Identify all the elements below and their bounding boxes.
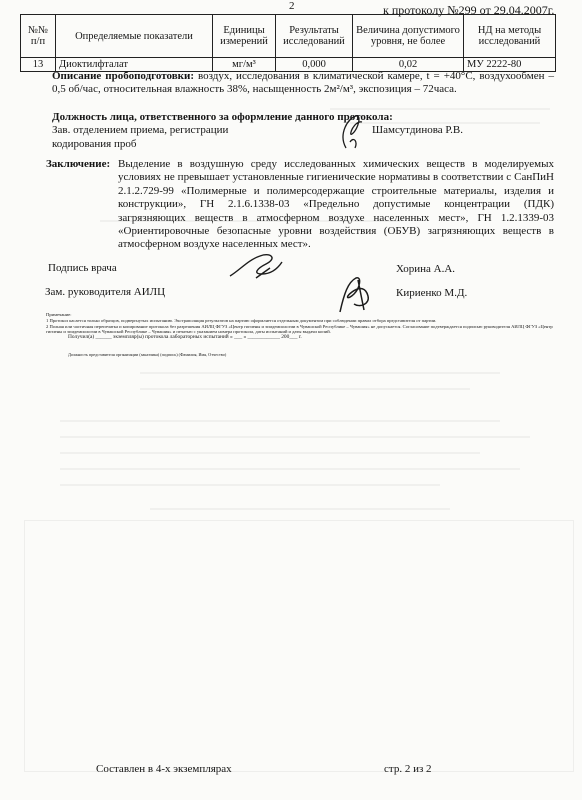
responsible-name: Шамсутдинова Р.В. (372, 124, 463, 136)
header-result: Результаты исследований (276, 15, 353, 58)
head-name: Кириенко М.Д. (396, 287, 468, 299)
row-method: МУ 2222-80 (464, 58, 556, 72)
top-page-number: 2 (289, 0, 295, 12)
note-2: 2 Полная или частичная перепечатка и копирование протокола без разрешения АИЛЦ ФГУЗ «Центр гигиены и эпидемиологии в Чувашской Республике – Чувашия» не допускается. Согласование подтверждается подписью руководителя АИЛЦ ФГУЗ «Центр гигиены и эпидемиологии в Чувашской Республике – Чувашия» и печатью с указанием номера протокола, даты испытаний и даты выдачи копий. (46, 324, 553, 335)
notes-title: Примечание: (46, 312, 72, 317)
header-indicator: Определяемые показатели (56, 15, 213, 58)
header-number: №№ п/п (21, 15, 56, 58)
conclusion-text: Выделение в воздушную среду исследованных химических веществ в моделируемых условиях не превышает установленные гигиенические нормативы в соответствии с СанПиН 2.1.2.729-99 «Полимерные и полимерсодержащие строительные материалы, изделия и конструкции», ГН 2.1.6.1338-03 «Предельно допустимые концентрации (ПДК) загрязняющих веществ в атмосферном воздухе населенных мест», ГН 1.2.1339-03 «Ориентировочные безопасные уровни воздействия (ОБУВ) загрязняющих веществ в атмосферном воздухе населенных мест». (118, 158, 554, 251)
copies-statement: Составлен в 4-х экземплярах (96, 763, 232, 775)
sample-prep-section (52, 70, 554, 97)
doctor-signature-label: Подпись врача (48, 262, 117, 274)
received-line: Получил(а) ______ экземпляр(ы) протокола лабораторных испытаний « ___ » ____________ 200___ г. (68, 334, 302, 340)
row-unit: мг/м³ (213, 58, 276, 72)
doctor-signature (226, 248, 286, 282)
table-header-row (21, 15, 556, 58)
responsible-signature (328, 112, 378, 152)
head-signature (330, 274, 378, 316)
row-limit: 0,02 (353, 58, 464, 72)
header-limit: Величина допустимого уровня, не более (353, 15, 464, 58)
note-1: 1 Протокол касается только образцов, подвергнутых испытанию. Экстраполяция результатов на партию оформляется отдельным документом при соблюдении правил отбора представителя от партии. (46, 318, 437, 323)
protocol-reference: к протоколу №299 от 29.04.2007г. (383, 3, 555, 17)
results-table (20, 14, 556, 72)
recipient-signature-captions: Должность представителя организации (заказчика) (подпись) (Фамилия, Имя, Отчество) (68, 352, 227, 357)
sample-prep-text: воздух, исследования в климатической камере, t = +40°С, воздухообмен – 0,5 об/час, относительная влажность 38%, насыщенность 2м²/м³, экспозиция – 72часа. (52, 70, 554, 96)
head-signature-label: Зам. руководителя АИЛЦ (45, 286, 166, 298)
page-indicator: стр. 2 из 2 (384, 763, 432, 775)
doctor-name: Хорина А.А. (396, 263, 456, 275)
row-number: 13 (21, 58, 56, 72)
responsible-position-line2: кодирования проб (52, 138, 137, 150)
responsible-position-line1: Зав. отделением приема, регистрации (52, 124, 229, 136)
conclusion-label: Заключение: (46, 158, 111, 170)
responsible-title: Должность лица, ответственного за оформление данного протокола: (52, 111, 393, 123)
header-method: НД на методы исследований (464, 15, 556, 58)
header-unit: Единицы измерений (213, 15, 276, 58)
row-indicator: Диоктилфталат (56, 58, 213, 72)
row-result: 0,000 (276, 58, 353, 72)
sample-prep-label: Описание пробоподготовки: (52, 70, 195, 82)
